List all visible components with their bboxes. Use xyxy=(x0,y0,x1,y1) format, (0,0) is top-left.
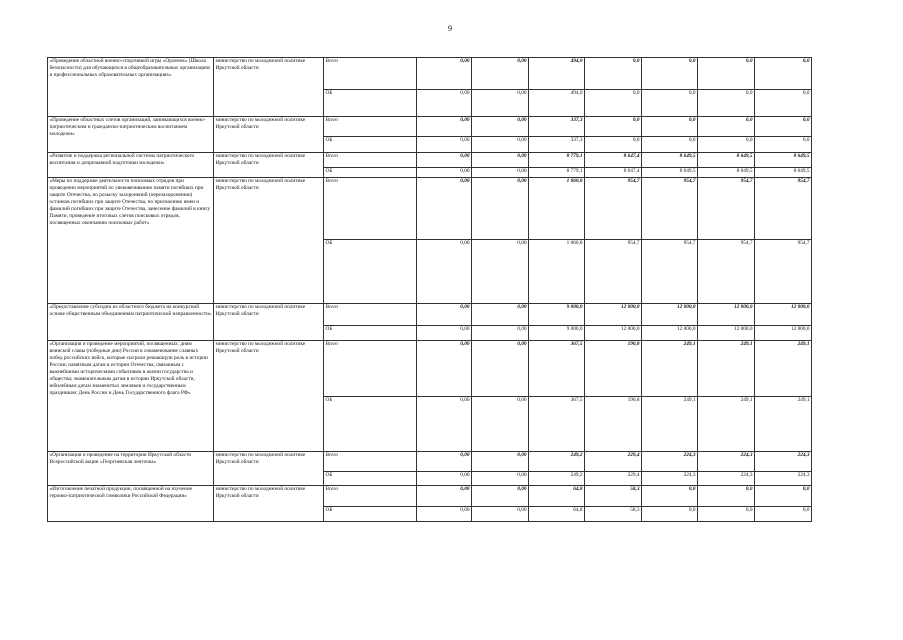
amount-ob-cell: 954,7 xyxy=(698,240,755,304)
amount-total-cell: 0,00 xyxy=(417,304,472,326)
amount-total-cell: 0,00 xyxy=(472,341,529,397)
amount-total-cell: 64,8 xyxy=(529,486,585,507)
amount-total-cell: 224,3 xyxy=(755,452,812,472)
funding-source-total: Всего xyxy=(324,178,417,240)
executor: министерство по молодежной политике Иркутской области xyxy=(214,304,324,341)
amount-ob-cell: 249,1 xyxy=(698,397,755,452)
activity-name: «Изготовление печатной продукции, посвященной на изучение героико-патриотической символики Российской Федерации» xyxy=(48,486,214,522)
amount-total-cell: 0,0 xyxy=(755,486,812,507)
amount-total-cell: 8 649,5 xyxy=(755,153,812,168)
table-row xyxy=(48,486,812,507)
activity-name: «Проведение областных слетов организаций, занимающихся военно-патриотическим и гражданско-патриотическим воспитанием молодежи» xyxy=(48,117,214,153)
amount-ob-cell: 0,00 xyxy=(472,507,529,522)
amount-total-cell: 494,0 xyxy=(529,58,585,90)
amount-total-cell: 0,00 xyxy=(417,153,472,168)
amount-total-cell: 0,00 xyxy=(417,486,472,507)
amount-ob-cell: 494,0 xyxy=(529,90,585,117)
table-row xyxy=(48,58,812,90)
amount-ob-cell: 0,00 xyxy=(417,90,472,117)
amount-total-cell: 367,5 xyxy=(529,341,585,397)
amount-ob-cell: 0,0 xyxy=(698,507,755,522)
amount-total-cell: 0,0 xyxy=(585,58,642,90)
amount-ob-cell: 0,00 xyxy=(472,168,529,178)
funding-source-ob: ОБ xyxy=(324,90,417,117)
amount-total-cell: 0,00 xyxy=(472,304,529,326)
amount-ob-cell: 249,2 xyxy=(529,472,585,486)
amount-ob-cell: 8 779,1 xyxy=(529,168,585,178)
amount-total-cell: 12 000,0 xyxy=(642,304,698,326)
amount-ob-cell: 8 649,5 xyxy=(755,168,812,178)
amount-total-cell: 0,00 xyxy=(472,178,529,240)
amount-ob-cell: 224,3 xyxy=(642,472,698,486)
executor: министерство по молодежной политике Иркутской области xyxy=(214,153,324,178)
funding-source-total: Всего xyxy=(324,117,417,137)
amount-ob-cell: 224,3 xyxy=(698,472,755,486)
table-row xyxy=(48,178,812,240)
amount-total-cell: 0,0 xyxy=(642,486,698,507)
amount-total-cell: 0,00 xyxy=(417,452,472,472)
amount-ob-cell: 9 000,0 xyxy=(529,326,585,341)
amount-ob-cell: 954,7 xyxy=(642,240,698,304)
amount-ob-cell: 8 649,5 xyxy=(698,168,755,178)
amount-ob-cell: 229,4 xyxy=(585,472,642,486)
amount-ob-cell: 64,8 xyxy=(529,507,585,522)
funding-source-ob: ОБ xyxy=(324,397,417,452)
amount-total-cell: 12 000,0 xyxy=(755,304,812,326)
activity-name: «Организация и проведение мероприятий, посвященных: дням воинской славы (победные дни) России в ознаменование славных побед российских войск, которые сыграли решающую роль в истории России; памятным датам в истории Отечества, связанным с важнейшими историческими событиями в жизни государства и общества; знаменательным датам в истории Иркутской области, юбилейным датам знаменитых земляков и государственным праздникам: День России и День Государственного флага РФ» xyxy=(48,341,214,452)
amount-ob-cell: 1 060,8 xyxy=(529,240,585,304)
amount-ob-cell: 0,0 xyxy=(585,137,642,153)
amount-total-cell: 954,7 xyxy=(585,178,642,240)
amount-ob-cell: 249,1 xyxy=(642,397,698,452)
amount-ob-cell: 0,00 xyxy=(417,168,472,178)
amount-total-cell: 0,0 xyxy=(698,486,755,507)
amount-ob-cell: 12 000,0 xyxy=(698,326,755,341)
amount-ob-cell: 224,3 xyxy=(755,472,812,486)
funding-source-ob: ОБ xyxy=(324,326,417,341)
amount-ob-cell: 0,00 xyxy=(417,326,472,341)
amount-ob-cell: 249,1 xyxy=(755,397,812,452)
activity-name: «Проведение областной военно-спортивной игры «Орленок» (Школа безопасности) для обучающихся в общеобразовательных организациях и профессиональных образовательных организациях» xyxy=(48,58,214,117)
amount-ob-cell: 0,00 xyxy=(472,397,529,452)
amount-total-cell: 249,2 xyxy=(529,452,585,472)
amount-ob-cell: 12 000,0 xyxy=(755,326,812,341)
amount-ob-cell: 337,3 xyxy=(529,137,585,153)
amount-total-cell: 249,1 xyxy=(642,341,698,397)
executor: министерство по молодежной политике Иркутской области xyxy=(214,58,324,117)
amount-ob-cell: 0,0 xyxy=(755,507,812,522)
funding-source-total: Всего xyxy=(324,452,417,472)
funding-source-ob: ОБ xyxy=(324,137,417,153)
amount-ob-cell: 0,0 xyxy=(642,137,698,153)
amount-total-cell: 224,3 xyxy=(642,452,698,472)
amount-total-cell: 0,00 xyxy=(472,58,529,90)
amount-total-cell: 0,00 xyxy=(472,117,529,137)
funding-source-total: Всего xyxy=(324,486,417,507)
amount-ob-cell: 0,0 xyxy=(698,137,755,153)
amount-ob-cell: 0,0 xyxy=(698,90,755,117)
amount-total-cell: 0,0 xyxy=(755,58,812,90)
amount-ob-cell: 367,5 xyxy=(529,397,585,452)
amount-total-cell: 954,7 xyxy=(698,178,755,240)
amount-total-cell: 0,0 xyxy=(698,117,755,137)
amount-total-cell: 12 000,0 xyxy=(698,304,755,326)
table-row xyxy=(48,153,812,168)
amount-ob-cell: 0,0 xyxy=(585,90,642,117)
table-row xyxy=(48,452,812,472)
amount-total-cell: 9 000,0 xyxy=(529,304,585,326)
amount-total-cell: 954,7 xyxy=(755,178,812,240)
amount-total-cell: 12 000,0 xyxy=(585,304,642,326)
executor: министерство по молодежной политике Иркутской области xyxy=(214,117,324,153)
amount-ob-cell: 0,0 xyxy=(755,137,812,153)
executor: министерство по молодежной политике Иркутской области xyxy=(214,341,324,452)
amount-total-cell: 190,8 xyxy=(585,341,642,397)
amount-ob-cell: 954,7 xyxy=(585,240,642,304)
amount-total-cell: 0,00 xyxy=(472,452,529,472)
amount-total-cell: 0,0 xyxy=(642,117,698,137)
executor: министерство по молодежной политике Иркутской области xyxy=(214,486,324,522)
funding-source-total: Всего xyxy=(324,304,417,326)
amount-total-cell: 58,3 xyxy=(585,486,642,507)
table-row xyxy=(48,341,812,397)
amount-ob-cell: 8 649,5 xyxy=(642,168,698,178)
funding-source-total: Всего xyxy=(324,341,417,397)
amount-ob-cell: 12 000,0 xyxy=(642,326,698,341)
amount-total-cell: 0,0 xyxy=(755,117,812,137)
table-row xyxy=(48,304,812,326)
page-number: 9 xyxy=(448,24,452,33)
amount-ob-cell: 58,3 xyxy=(585,507,642,522)
amount-ob-cell: 954,7 xyxy=(755,240,812,304)
amount-total-cell: 229,4 xyxy=(585,452,642,472)
amount-ob-cell: 0,00 xyxy=(472,326,529,341)
activity-name: «Организация и проведение на территории Иркутской области Всероссийской акции «Георгиевская ленточка» xyxy=(48,452,214,486)
amount-ob-cell: 8 647,4 xyxy=(585,168,642,178)
amount-ob-cell: 190,8 xyxy=(585,397,642,452)
amount-total-cell: 0,0 xyxy=(642,58,698,90)
amount-ob-cell: 0,00 xyxy=(472,240,529,304)
amount-total-cell: 0,0 xyxy=(585,117,642,137)
budget-table xyxy=(47,57,812,522)
amount-ob-cell: 0,0 xyxy=(642,90,698,117)
amount-total-cell: 337,3 xyxy=(529,117,585,137)
funding-source-ob: ОБ xyxy=(324,472,417,486)
amount-total-cell: 0,00 xyxy=(417,117,472,137)
funding-source-total: Всего xyxy=(324,58,417,90)
executor: министерство по молодежной политике Иркутской области xyxy=(214,452,324,486)
amount-total-cell: 0,0 xyxy=(698,58,755,90)
amount-ob-cell: 0,00 xyxy=(417,137,472,153)
amount-ob-cell: 0,00 xyxy=(472,472,529,486)
activity-name: «Развитие и поддержка региональной системы патриотического воспитания и допризывной подготовки молодежи» xyxy=(48,153,214,178)
amount-total-cell: 249,1 xyxy=(698,341,755,397)
executor: министерство по молодежной политике Иркутской области xyxy=(214,178,324,304)
amount-total-cell: 8 649,5 xyxy=(698,153,755,168)
amount-ob-cell: 0,00 xyxy=(472,90,529,117)
amount-total-cell: 224,3 xyxy=(698,452,755,472)
table-row xyxy=(48,117,812,137)
amount-ob-cell: 0,0 xyxy=(642,507,698,522)
amount-total-cell: 0,00 xyxy=(417,178,472,240)
amount-total-cell: 8 779,1 xyxy=(529,153,585,168)
activity-name: «Предоставление субсидии из областного бюджета на конкурсной основе общественным объединениям патриотической направленности» xyxy=(48,304,214,341)
amount-total-cell: 1 060,8 xyxy=(529,178,585,240)
budget-table-body xyxy=(48,58,812,522)
amount-total-cell: 0,00 xyxy=(417,58,472,90)
amount-total-cell: 8 647,4 xyxy=(585,153,642,168)
amount-total-cell: 0,00 xyxy=(472,486,529,507)
funding-source-ob: ОБ xyxy=(324,240,417,304)
funding-source-ob: ОБ xyxy=(324,168,417,178)
amount-total-cell: 0,00 xyxy=(417,341,472,397)
funding-source-ob: ОБ xyxy=(324,507,417,522)
amount-total-cell: 954,7 xyxy=(642,178,698,240)
amount-ob-cell: 0,00 xyxy=(472,137,529,153)
amount-total-cell: 8 649,5 xyxy=(642,153,698,168)
amount-ob-cell: 0,0 xyxy=(755,90,812,117)
amount-ob-cell: 0,00 xyxy=(417,397,472,452)
activity-name: «Меры по поддержке деятельности поисковых отрядов при проведении мероприятий по увековечиванию памяти погибших при защите Отечества, по розыску захоронений (перезахоронению) останков погибших при защите Отечества, по присвоению имен и фамилий погибших при защите Отечества, занесение фамилий в книгу Памяти, проведение итоговых слетов поисковых отрядов, посвященных окончанию поисковых работ» xyxy=(48,178,214,304)
amount-ob-cell: 12 000,0 xyxy=(585,326,642,341)
amount-total-cell: 0,00 xyxy=(472,153,529,168)
amount-total-cell: 249,1 xyxy=(755,341,812,397)
amount-ob-cell: 0,00 xyxy=(417,507,472,522)
amount-ob-cell: 0,00 xyxy=(417,240,472,304)
funding-source-total: Всего xyxy=(324,153,417,168)
amount-ob-cell: 0,00 xyxy=(417,472,472,486)
